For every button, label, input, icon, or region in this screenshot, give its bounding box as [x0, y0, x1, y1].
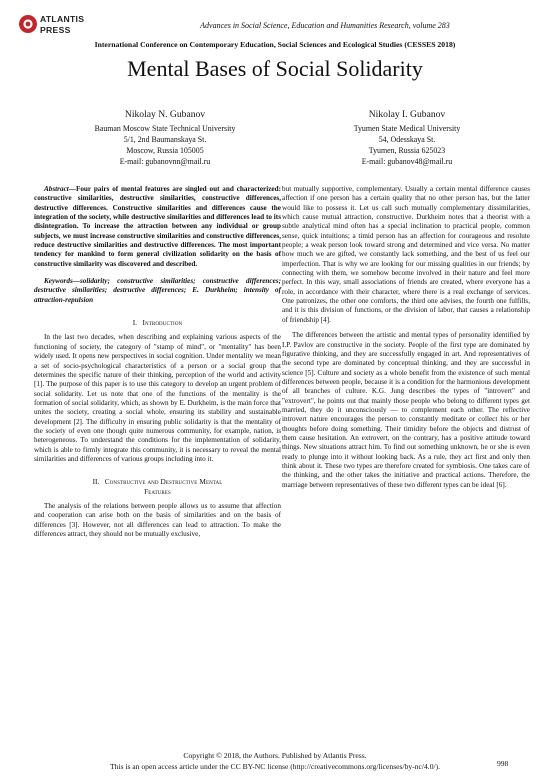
author-email: E-mail: gubanov48@mail.ru: [361, 157, 453, 167]
section-title: Introduction: [142, 318, 183, 328]
keywords-label: Keywords—: [44, 277, 80, 286]
section-title-line1: Constructive and Destructive Mental: [104, 477, 223, 487]
author-name: Nikolay N. Gubanov: [124, 109, 206, 120]
abstract: [34, 185, 281, 269]
page-number: 998: [497, 759, 509, 768]
abstract-text: Four pairs of mental features are singled out and characterized: constructive similarities, destructive similarities, constructive differences, destructive differences. Constructive similarities and differences cause the integration of the society, while destructive similarities and differences lead to its disintegration. To increase the attraction between any individual or group subjects, we must increase constructive similarities and constructive differences, reduce destructive similarities and destructive differences. The most important tendency for mankind to form general civilization solidarity on the basis of constructive similarity was discovered and described.: [34, 185, 281, 268]
series-header: Advances in Social Science, Education and Humanities Research, volume 283: [200, 21, 450, 30]
author-city: Tyumen, Russia 625023: [368, 146, 446, 156]
author-email: E-mail: gubanovnn@mail.ru: [119, 157, 211, 167]
author-address: 54, Odesskaya St.: [378, 135, 436, 145]
section-title-line2: Features: [144, 486, 171, 496]
license-line: This is an open access article under the CC BY-NC license (http://creativecommons.org/licenses/by-nc/4.0/).: [109, 762, 441, 771]
section-number: I.: [132, 318, 138, 328]
abstract-label: Abstract—: [44, 185, 76, 193]
author-city: Moscow, Russia 105005: [126, 146, 204, 156]
right-column: [282, 185, 530, 490]
author-block-2: [282, 108, 532, 167]
keywords: [34, 277, 281, 305]
conference-name: International Conference on Contemporary Education, Social Sciences and Ecological Studies (CESSES 2018): [94, 40, 456, 49]
copyright-line: Copyright © 2018, the Authors. Published by Atlantis Press.: [183, 751, 367, 760]
publisher-name-line1: ATLANTIS: [40, 14, 85, 24]
paragraph-intro: In the last two decades, when describing and explaining various aspects of the functioning of society, the category of "stamp of mind", or "mentality" has been widely used. It opens new perspectives in social cognition. Under mentality we mean a set of socio-psychological characteristics of a person or a social group that determines the specific nature of their thinking, perception of the world and activity [1]. The purpose of this paper is to use this category to develop an urgent problem of social solidarity. Let us note that one of the functions of the mentality is the formation of social solidarity, which, as shown by E. Durkheim, is the main force that unites the society, creating a social whole, ensuring its stability and sustainable development [2]. The difficulty in ensuring public solidarity is that the mentality of the society of even one though quite numerous community, for example, nation, is heterogeneous. To understand the conditions for the implementation of solidarity, which is able to firmly integrate this community, it is necessary to reveal the mental similarities and differences of various groups including into it.: [34, 333, 281, 463]
author-address: 5/1, 2nd Baumanskaya St.: [123, 135, 207, 145]
paper-title: Mental Bases of Social Solidarity: [127, 56, 423, 81]
left-column: [34, 185, 281, 539]
section-heading-1: [34, 318, 281, 327]
section-heading-2: [34, 477, 281, 496]
keywords-text: solidarity; constructive similarities; constructive differences; destructive similarities; destructive differences; E. Durkheim; intensity of attraction-repulsion: [34, 277, 281, 304]
author-affiliation: Tyumen State Medical University: [353, 124, 461, 133]
paragraph-continued: but mutually supportive, complementary. Usually a certain mental difference causes affection if one person has a certain quality that no other person has, but the latter would like to possess it. Let us call such mutually complementary dissimilarities, which cause mutual attraction, constructive. Durkheim notes that a theorist with a subtle analytical mind often has a special inclination to practical people, common sense, quick intuitions; a timid person has an affection for courageous and resolute people; a weak person look toward strong and determined and vice versa. No matter how much we are gifted, we constantly lack something, and the best of us feel our imperfection. That is why we are looking for our missing qualities in our friends; by connecting with them, we somehow become involved in their nature and feel more perfect. In this way, small associations of friends are created, where everyone has a role, in accordance with their character, where there is a real exchange of services. One patronizes, the other one comforts, the third one advises, the fourth one fulfills, and it is this division of functions, or the division of labor, that causes a relationship of friendship [4].: [282, 185, 530, 324]
section-number: II.: [92, 477, 100, 487]
author-affiliation: Bauman Moscow State Technical University: [94, 124, 236, 133]
paragraph-section2: The analysis of the relations between people allows us to assume that affection and cooperation can arise both on the basis of similarities and on the basis of differences [3]. However, not all differences can lead to attraction. To make the differences attract, they should not be mutually exclusive,: [34, 501, 281, 538]
atlantis-press-logo-icon: [18, 13, 38, 35]
author-name: Nikolay I. Gubanov: [368, 109, 446, 120]
author-block-1: [40, 108, 290, 167]
publisher-name-line2: PRESS: [40, 25, 71, 35]
paragraph-types: The differences between the artistic and mental types of personality identified by I.P. Pavlov are constructive in the society. People of the first type are dominated by figurative thinking, and they are successfully engaged in art. And representatives of the second type are dominated by conceptual thinking, and they are successful in science [5]. Culture and society as a whole benefit from the existence of such mental differences between people, because it is a condition for the harmonious development of all branches of culture. K.G. Jung describes the types of "introvert" and "extrovert", he points out that mainly those people who belong to different types get married, they do it unconsciously — to complement each other. The reflective introvert nature encourages the person to constantly meditate or collect his or her thoughts before doing something. Their timidity before the objects and distrust of them cause hesitation. An extrovert, on the contrary, has a positive attitude toward things. New situations attract him. To find out something unknown, he or she is even ready to plunge into it without looking back. As a rule, they act first and only then think about it. These two types are therefore created for symbiosis. One takes care of the thinking, and the other takes the initiative and practical actions. Therefore, the marriage between representatives of these two different types can be ideal [6].: [282, 331, 530, 489]
publisher-logo: [18, 12, 86, 40]
